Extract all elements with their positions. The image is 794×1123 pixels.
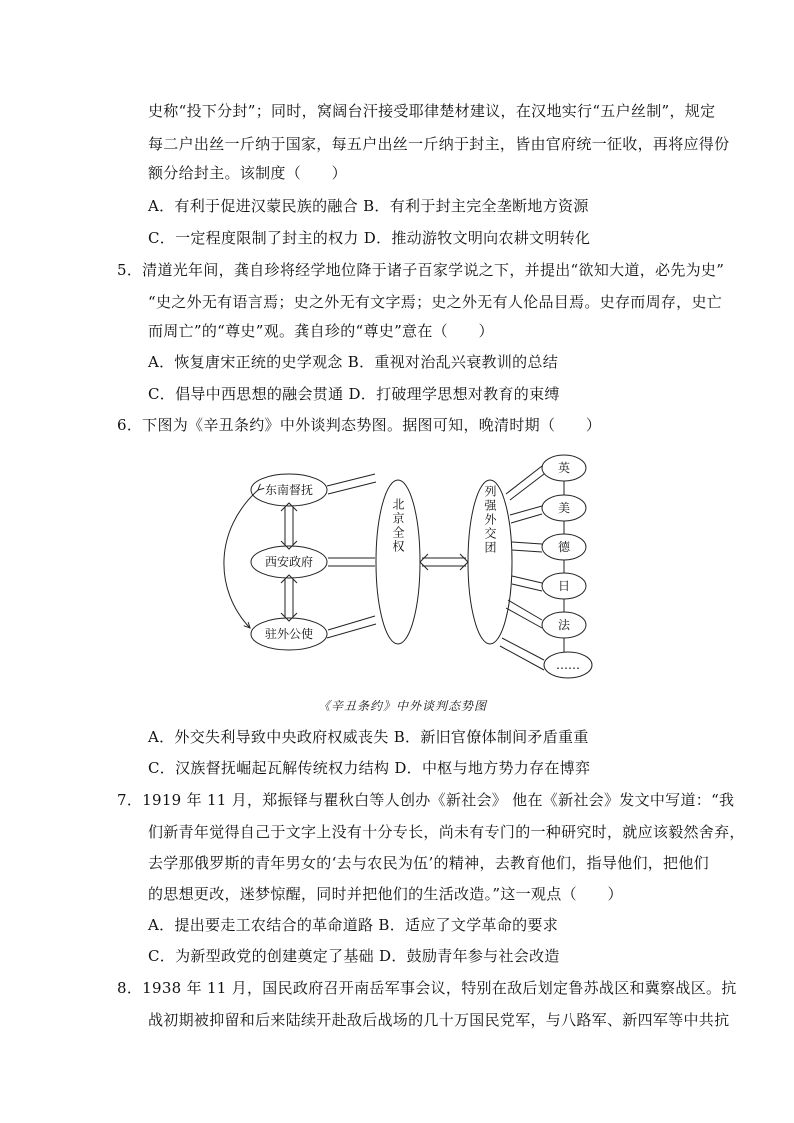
q5-line-2: “史之外无有语言焉；史之外无有文字焉；史之外无有人伦品目焉。史存而周存，史亡 [148, 293, 723, 311]
q6-option-ab: A．外交失利导致中央政府权威丧失 B．新旧官僚体制间矛盾重重 [148, 728, 589, 746]
q4-option-ab: A．有利于促进汉蒙民族的融合 B．有利于封主完全垄断地方资源 [148, 197, 589, 215]
q5-option-cd: C．倡导中西思想的融会贯通 D．打破理学思想对教育的束缚 [148, 385, 560, 403]
node-usa: 美 [557, 501, 571, 515]
node-southeast-governors: 东南督抚 [264, 483, 314, 497]
node-france: 法 [557, 618, 571, 632]
q6-option-cd: C．汉族督抚崛起瓦解传统权力结构 D．中枢与地方势力存在博弈 [148, 759, 591, 777]
q5-option-ab: A．恢复唐宋正统的史学观念 B．重视对治乱兴衰教训的总结 [148, 353, 559, 371]
q7-line-1: 7．1919 年 11 月，郑振铎与瞿秋白等人创办《新社会》 他在《新社会》发文中写道：“我 [117, 791, 735, 809]
node-britain: 英 [557, 461, 571, 475]
q8-line-2: 战初期被抑留和后来陆续开赴敌后战场的几十万国民党军，与八路军、新四军等中共抗 [148, 1011, 730, 1029]
q5-line-3: 而周亡”的“尊史”观。龚自珍的“尊史”意在（ ） [148, 322, 494, 340]
node-others: …… [556, 658, 580, 672]
q7-option-cd: C．为新型政党的创建奠定了基础 D．鼓励青年参与社会改造 [148, 947, 560, 965]
diagram-caption: 《辛丑条约》中外谈判态势图 [318, 699, 488, 713]
negotiation-diagram [220, 450, 600, 690]
node-japan: 日 [557, 579, 571, 593]
node-envoys-abroad: 驻外公使 [264, 627, 314, 641]
q8-line-1: 8．1938 年 11 月，国民政府召开南岳军事会议，特别在敌后划定鲁苏战区和冀察战区。抗 [117, 979, 737, 997]
q6-line-1: 6．下图为《辛丑条约》中外谈判态势图。据图可知，晚清时期（ ） [117, 416, 602, 434]
q7-option-ab: A．提出要走工农结合的革命道路 B．适应了文学革命的要求 [148, 916, 559, 934]
q4-line-2: 每二户出丝一斤纳于国家，每五户出丝一斤纳于封主，皆由官府统一征收，再将应得份 [148, 135, 730, 153]
node-beijing-plenipotentiary: 北京全权 [391, 498, 405, 554]
node-xian-government: 西安政府 [264, 555, 314, 569]
q7-line-2: 们新青年觉得自己于文字上没有十分专长，尚未有专门的一种研究时，就应该毅然舍弃， [148, 823, 745, 841]
q4-line-3: 额分给封主。该制度（ ） [148, 164, 347, 182]
q7-line-4: 的思想更改，迷梦惊醒，同时并把他们的生活改造。”这一观点（ ） [148, 885, 623, 903]
q7-line-3: 去学那俄罗斯的青年男女的‘去与农民为伍’的精神，去教育他们，指导他们，把他们 [148, 854, 709, 872]
node-germany: 德 [557, 540, 571, 554]
q4-line-1: 史称“投下分封”；同时，窝阔台汗接受耶律楚材建议，在汉地实行“五户丝制”，规定 [148, 102, 716, 120]
q5-line-1: 5．清道光年间，龚自珍将经学地位降于诸子百家学说之下，并提出“欲知大道，必先为史” [117, 261, 725, 279]
q4-option-cd: C．一定程度限制了封主的权力 D．推动游牧文明向农耕文明转化 [148, 229, 591, 247]
node-diplomatic-corps: 列强外交团 [483, 485, 497, 555]
